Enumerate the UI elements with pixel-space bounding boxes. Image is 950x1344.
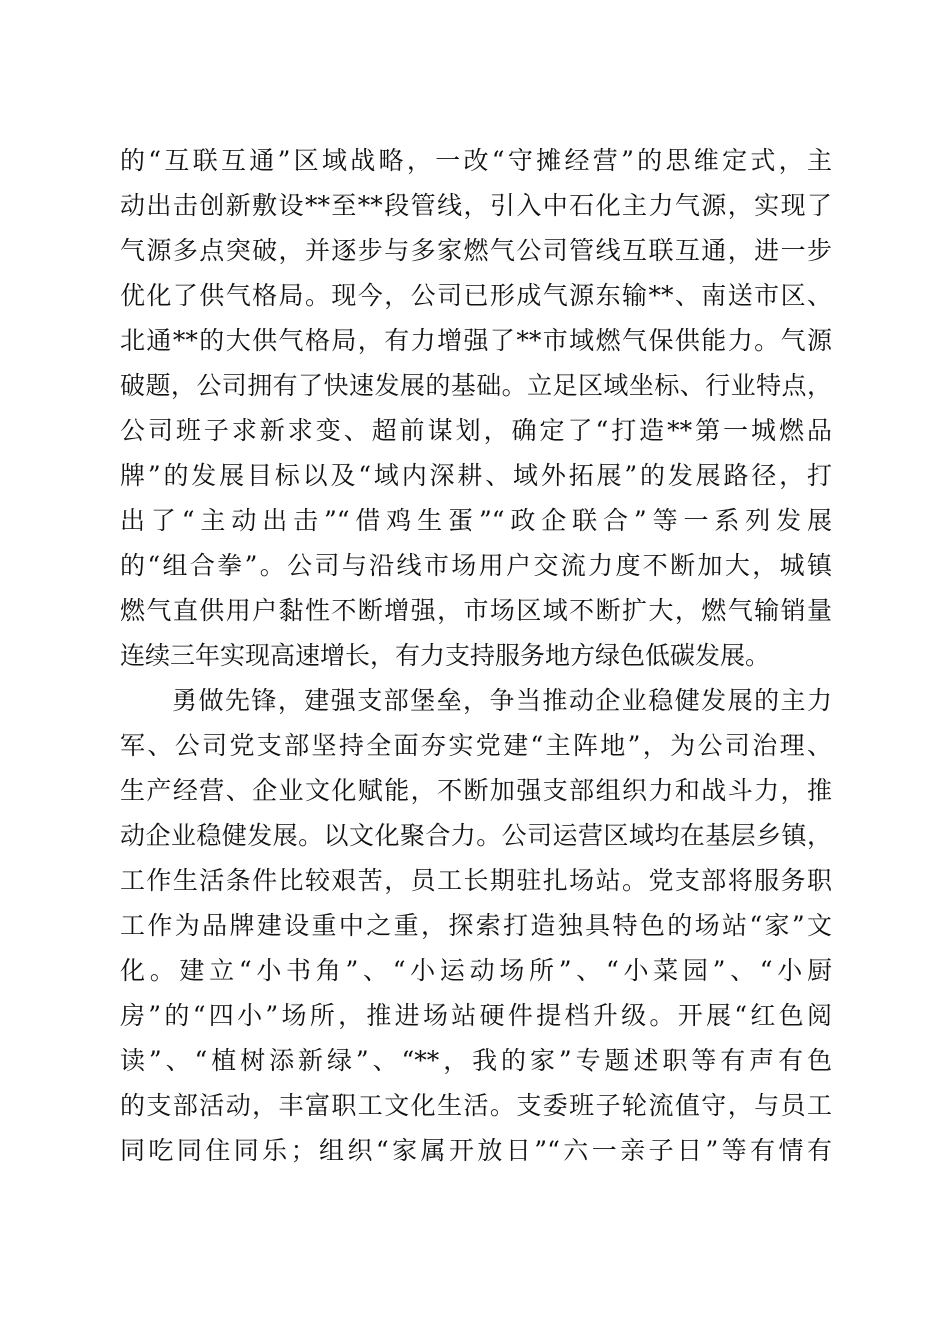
text-line: 的支部活动，丰富职工文化生活。支委班子轮流值守，与员工 [120, 1091, 832, 1120]
text-line: 的“组合拳”。公司与沿线市场用户交流力度不断加大，城镇 [120, 551, 832, 580]
text-line: 房”的“四小”场所，推进场站硬件提档升级。开展“红色阅 [120, 1001, 832, 1030]
body-text [120, 138, 832, 1173]
text-line: 工作为品牌建设重中之重，探索打造独具特色的场站“家”文 [120, 911, 832, 940]
text-line: 勇做先锋，建强支部堡垒，争当推动企业稳健发展的主力 [172, 686, 832, 715]
text-line: 化。建立“小书角”、“小运动场所”、“小菜园”、“小厨 [120, 956, 832, 985]
text-line: 的“互联互通”区域战略，一改“守摊经营”的思维定式，主 [120, 146, 832, 175]
text-line: 连续三年实现高速增长，有力支持服务地方绿色低碳发展。 [120, 641, 771, 670]
text-line: 出了“主动出击”“借鸡生蛋”“政企联合”等一系列发展 [120, 506, 832, 535]
text-line: 优化了供气格局。现今，公司已形成气源东输**、南送市区、 [120, 281, 832, 310]
text-line: 破题，公司拥有了快速发展的基础。立足区域坐标、行业特点， [120, 371, 832, 400]
text-line: 动企业稳健发展。以文化聚合力。公司运营区域均在基层乡镇， [120, 821, 832, 850]
paragraph-2 [120, 678, 832, 1173]
text-line: 生产经营、企业文化赋能，不断加强支部组织力和战斗力，推 [120, 776, 832, 805]
text-line: 公司班子求新求变、超前谋划，确定了“打造**第一城燃品 [120, 416, 832, 445]
text-line: 牌”的发展目标以及“域内深耕、域外拓展”的发展路径，打 [120, 461, 832, 490]
text-line: 北通**的大供气格局，有力增强了**市域燃气保供能力。气源 [120, 326, 832, 355]
text-line: 燃气直供用户黏性不断增强，市场区域不断扩大，燃气输销量 [120, 596, 832, 625]
paragraph-1 [120, 138, 832, 678]
text-line: 同吃同住同乐；组织“家属开放日”“六一亲子日”等有情有 [120, 1136, 832, 1165]
text-line: 军、公司党支部坚持全面夯实党建“主阵地”，为公司治理、 [120, 731, 832, 760]
text-line: 气源多点突破，并逐步与多家燃气公司管线互联互通，进一步 [120, 236, 832, 265]
text-line: 读”、“植树添新绿”、“**，我的家”专题述职等有声有色 [120, 1046, 832, 1075]
text-line: 动出击创新敷设**至**段管线，引入中石化主力气源，实现了 [120, 191, 832, 220]
text-line: 工作生活条件比较艰苦，员工长期驻扎场站。党支部将服务职 [120, 866, 832, 895]
